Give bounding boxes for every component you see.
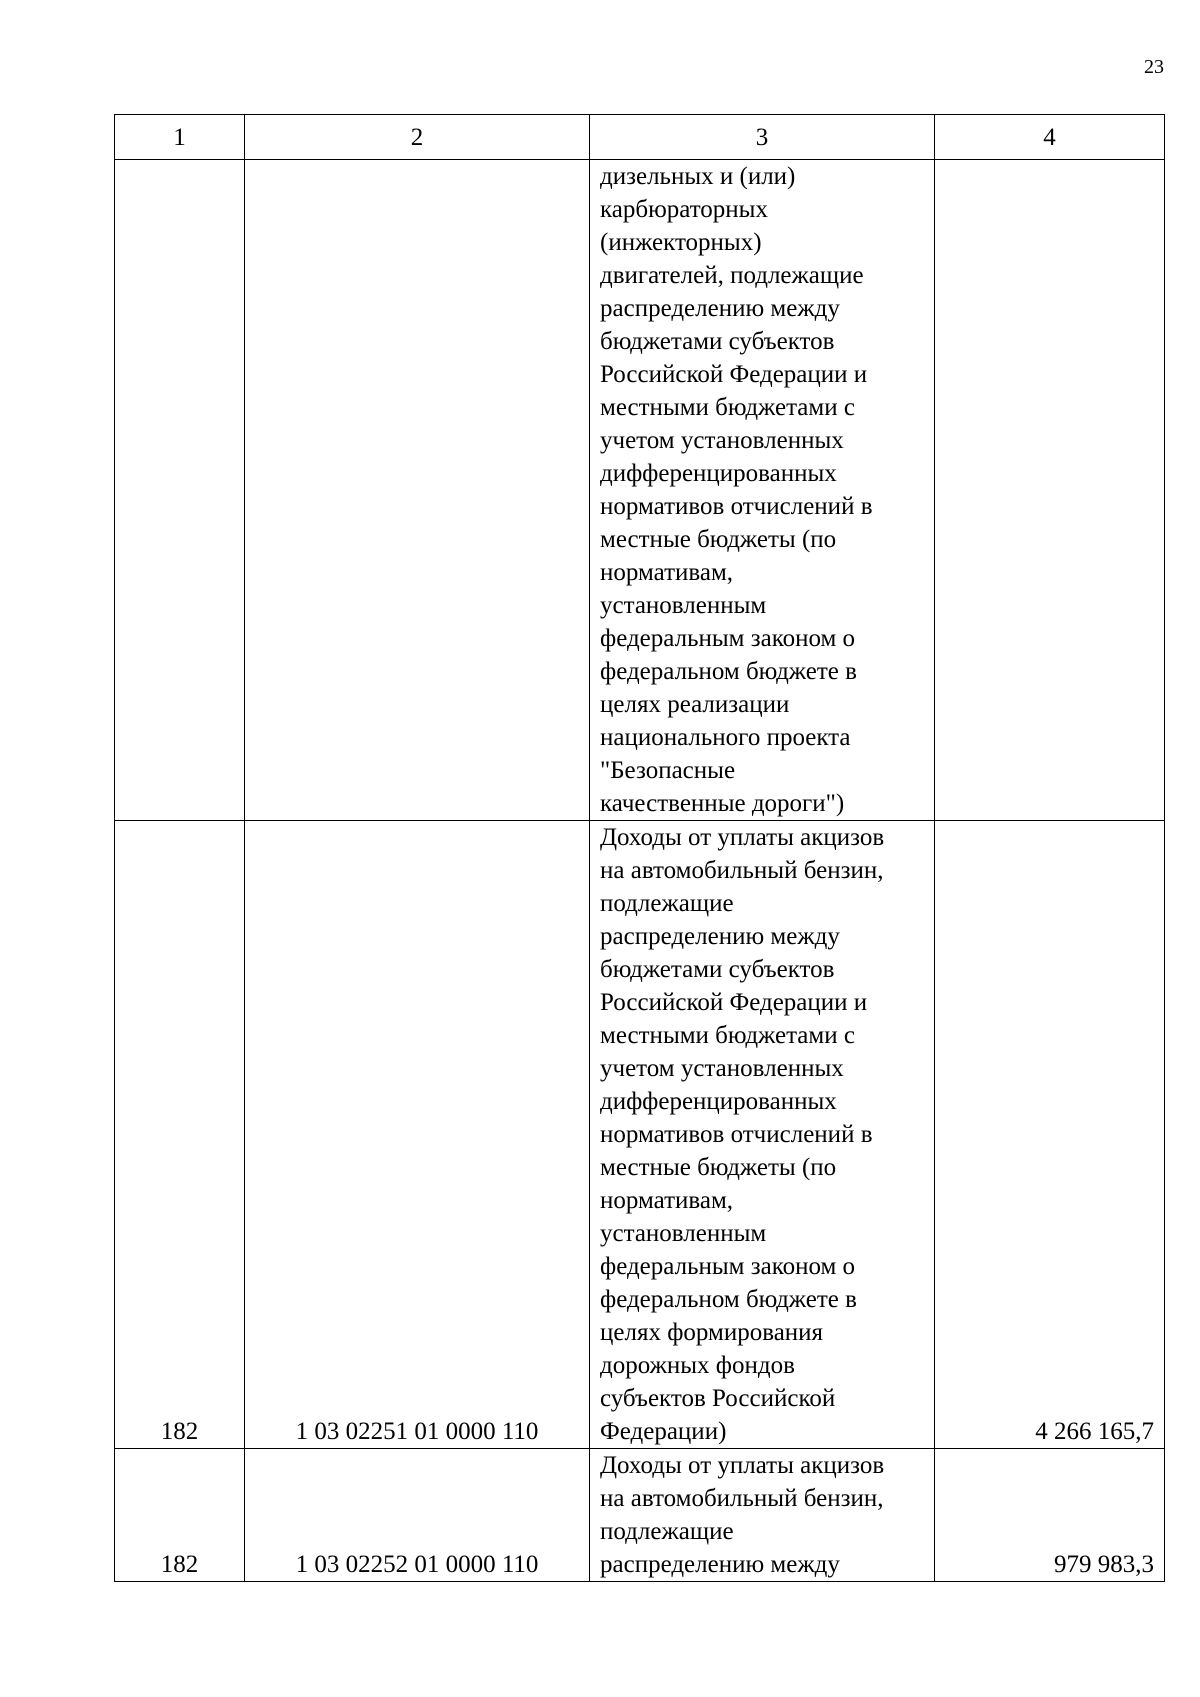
description-line: распределению между	[600, 1551, 840, 1578]
header-cell-2: 2	[245, 115, 590, 160]
table-header-row	[115, 115, 1165, 160]
description-line: подлежащие	[600, 1518, 734, 1545]
amount-cell	[935, 160, 1165, 821]
description-line: Российской Федерации и	[600, 989, 868, 1016]
revenue-code-cell	[245, 160, 590, 821]
description-line: учетом установленных	[600, 427, 844, 454]
description-line: нормативов отчислений в	[600, 493, 873, 520]
amount-cell: 4 266 165,7	[935, 821, 1165, 1449]
description-line: Российской Федерации и	[600, 361, 868, 388]
description-line: федеральном бюджете в	[600, 658, 857, 685]
table-row	[115, 821, 1165, 1449]
revenue-code-cell: 1 03 02251 01 0000 110	[245, 821, 590, 1449]
description-line: федеральном бюджете в	[600, 1286, 857, 1313]
description-cell	[590, 821, 935, 1449]
admin-code-cell	[115, 160, 245, 821]
description-line: местные бюджеты (по	[600, 526, 837, 553]
description-line: подлежащие	[600, 890, 734, 917]
admin-code-cell: 182	[115, 821, 245, 1449]
description-line: федеральным законом о	[600, 1253, 856, 1280]
description-line: федеральным законом о	[600, 625, 856, 652]
description-line: Доходы от уплаты акцизов	[600, 1452, 885, 1479]
header-cell-1: 1	[115, 115, 245, 160]
description-line: учетом установленных	[600, 1055, 844, 1082]
description-line: двигателей, подлежащие	[600, 262, 864, 289]
description-line: нормативов отчислений в	[600, 1121, 873, 1148]
description-line: дифференцированных	[600, 1088, 837, 1115]
description-line: установленным	[600, 592, 767, 619]
description-line: целях формирования	[600, 1319, 824, 1346]
description-line: дифференцированных	[600, 460, 837, 487]
amount-cell: 979 983,3	[935, 1449, 1165, 1582]
description-line: карбюраторных	[600, 196, 768, 223]
table-row	[115, 160, 1165, 821]
description-line: нормативам,	[600, 1187, 734, 1214]
description-line: Федерации)	[600, 1418, 727, 1445]
description-cell	[590, 160, 935, 821]
description-line: распределению между	[600, 295, 840, 322]
description-line: дорожных фондов	[600, 1352, 795, 1379]
description-line: на автомобильный бензин,	[600, 1485, 884, 1512]
description-line: местными бюджетами с	[600, 1022, 855, 1049]
description-line: установленным	[600, 1220, 767, 1247]
description-line: на автомобильный бензин,	[600, 857, 884, 884]
description-line: субъектов Российской	[600, 1385, 836, 1412]
description-line: Доходы от уплаты акцизов	[600, 824, 885, 851]
description-line: целях реализации	[600, 691, 790, 718]
description-line: местными бюджетами с	[600, 394, 855, 421]
description-line: "Безопасные	[600, 757, 736, 784]
description-line: (инжекторных)	[600, 229, 762, 256]
revenue-table	[114, 114, 1165, 1582]
page-number: 23	[1144, 56, 1164, 78]
header-cell-3: 3	[590, 115, 935, 160]
description-line: качественные дороги")	[600, 790, 845, 817]
revenue-code-cell: 1 03 02252 01 0000 110	[245, 1449, 590, 1582]
header-cell-4: 4	[935, 115, 1165, 160]
description-line: национального проекта	[600, 724, 851, 751]
description-line: местные бюджеты (по	[600, 1154, 837, 1181]
description-line: нормативам,	[600, 559, 734, 586]
table-row	[115, 1449, 1165, 1582]
description-line: дизельных и (или)	[600, 163, 796, 190]
admin-code-cell: 182	[115, 1449, 245, 1582]
description-cell	[590, 1449, 935, 1582]
description-line: бюджетами субъектов	[600, 956, 835, 983]
description-line: бюджетами субъектов	[600, 328, 835, 355]
description-line: распределению между	[600, 923, 840, 950]
